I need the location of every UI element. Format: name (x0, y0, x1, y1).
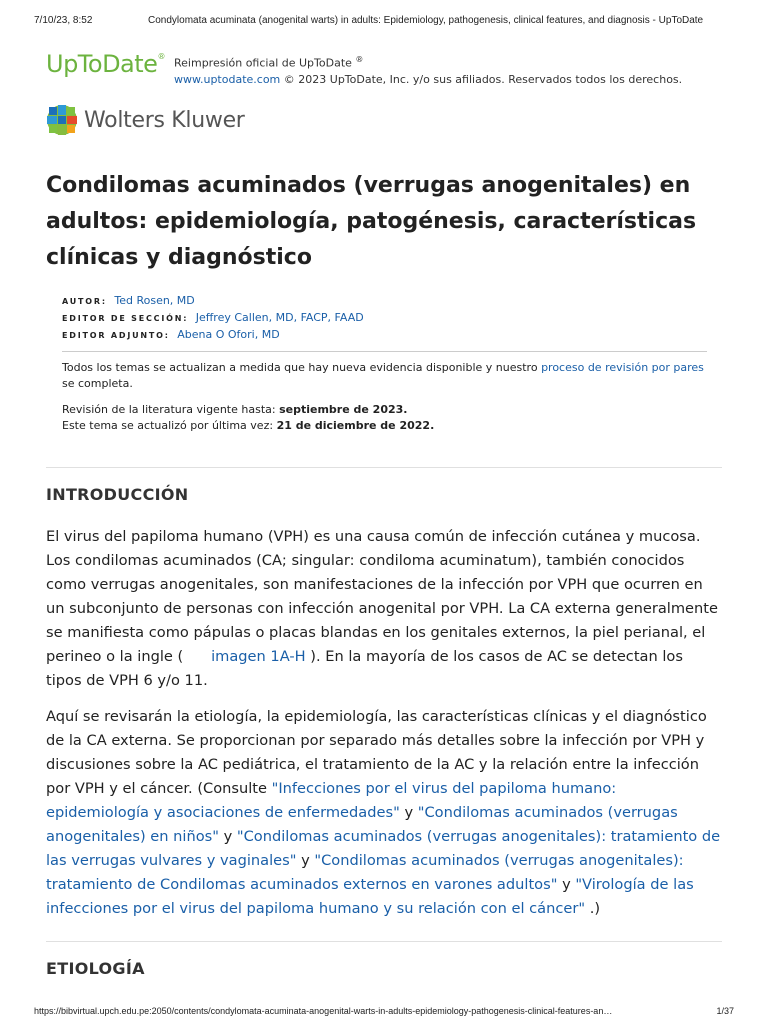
etiology-heading: ETIOLOGÍA (46, 959, 145, 978)
section-editor-label: EDITOR DE SECCIÓN: (62, 314, 189, 323)
article-title: Condilomas acuminados (verrugas anogenitales) en adultos: epidemiología, patogénesis, características clínicas y diagnóstico (46, 173, 697, 270)
reprint-notice (174, 52, 682, 88)
pediatric-ca-link[interactable]: "Condilomas acuminados (verrugas anogenitales) en niños" (46, 804, 678, 845)
lit-review-value: septiembre de 2023. (279, 403, 408, 416)
deputy-editor-label: EDITOR ADJUNTO: (62, 331, 170, 340)
male-treatment-link[interactable]: "Condilomas acuminados (verrugas anogenitales): tratamiento de Condilomas acuminados externos en varones adultos" (46, 852, 684, 893)
vulvar-vaginal-treatment-link[interactable]: "Condilomas acuminados (verrugas anogenitales): tratamiento de las verrugas vulvares y vaginales" (46, 828, 721, 869)
article-meta (62, 293, 712, 434)
section-divider (46, 467, 722, 468)
hpv-epidemiology-link[interactable]: "Infecciones por el virus del papiloma humano: epidemiología y asociaciones de enfermedades" (46, 780, 617, 821)
update-note (62, 360, 712, 392)
intro-p1-end: ). En la mayoría de los casos de AC se detectan los tipos de VPH 6 y/o 11. (46, 648, 683, 689)
uptodate-logo-text: UpToDate (46, 50, 158, 78)
intro-heading: INTRODUCCIÓN (46, 485, 189, 504)
conjunction: y (404, 804, 414, 821)
last-updated-value: 21 de diciembre de 2022. (276, 419, 435, 432)
print-doc-title: Condylomata acuminata (anogenital warts) in adults: Epidemiology, pathogenesis, clinical features, and diagnosis - UpToDate (148, 15, 704, 26)
conjunction: y (562, 876, 571, 893)
page-number: 1/37 (716, 1006, 734, 1016)
conjunction: y (301, 852, 310, 869)
review-dates (62, 402, 712, 434)
uptodate-logo-mark: ® (157, 52, 165, 61)
peer-review-link[interactable]: proceso de revisión por pares (541, 361, 704, 374)
intro-p2-end: .) (589, 900, 601, 917)
hpv-virology-link[interactable]: "Virología de las infecciones por el virus del papiloma humano y su relación con el cáncer" (46, 876, 694, 917)
uptodate-logo[interactable] (46, 50, 165, 78)
wolters-kluwer-logo (46, 104, 245, 136)
print-date: 7/10/23, 8:52 (34, 15, 93, 26)
image-1a-h-link[interactable]: imagen 1A-H (211, 648, 306, 665)
uptodate-site-link[interactable]: www.uptodate.com (174, 72, 281, 86)
update-note-post: se completa. (62, 377, 133, 390)
deputy-editor-link[interactable]: Abena O Ofori, MD (177, 328, 280, 341)
author-label: AUTOR: (62, 297, 107, 306)
section-editor-row (62, 310, 712, 327)
update-note-pre: Todos los temas se actualizan a medida que hay nueva evidencia disponible y nuestro (62, 361, 538, 374)
meta-divider (62, 351, 707, 352)
intro-paragraph-1 (46, 525, 722, 693)
intro-p2-text: Aquí se revisarán la etiología, la epidemiología, las características clínicas y el diagnóstico de la CA externa. Se proporcionan por separado más detalles sobre la infección por VPH y discusiones sobre la AC pediátrica, el tratamiento de la AC y la relación entre la infección por VPH y el cáncer. (Consulte (46, 708, 707, 797)
last-updated-label: Este tema se actualizó por última vez: (62, 419, 274, 432)
intro-p1-text: El virus del papiloma humano (VPH) es una causa común de infección cutánea y mucosa. Los condilomas acuminados (CA; singular: condiloma acuminatum), también conocidos como verrugas anogenitales, son manifestaciones de la infección por VPH que ocurren en un subconjunto de personas con infección anogenital por VPH. La CA externa generalmente se manifiesta como pápulas o placas blandas en los genitales externos, la piel perianal, el perineo o la ingle ( (46, 528, 718, 665)
section-divider (46, 941, 722, 942)
deputy-editor-row (62, 327, 712, 344)
author-link[interactable]: Ted Rosen, MD (114, 294, 195, 307)
section-editor-link[interactable]: Jeffrey Callen, MD, FACP, FAAD (195, 311, 364, 324)
copyright-text: © 2023 UpToDate, Inc. y/o sus afiliados. Reservados todos los derechos. (283, 72, 683, 86)
wolters-kluwer-text: Wolters Kluwer (84, 107, 245, 133)
author-row (62, 293, 712, 310)
intro-paragraph-2 (46, 705, 722, 921)
lit-review-label: Revisión de la literatura vigente hasta: (62, 403, 276, 416)
reprint-label: Reimpresión oficial de UpToDate (174, 56, 352, 70)
wolters-kluwer-globe-icon (46, 104, 78, 136)
print-footer-url: https://bibvirtual.upch.edu.pe:2050/contents/condylomata-acuminata-anogenital-warts-in-adults-epidemiology-pathogenesis-clinical-features-an… (34, 1006, 613, 1016)
reprint-mark: ® (355, 55, 364, 64)
conjunction: y (223, 828, 233, 845)
